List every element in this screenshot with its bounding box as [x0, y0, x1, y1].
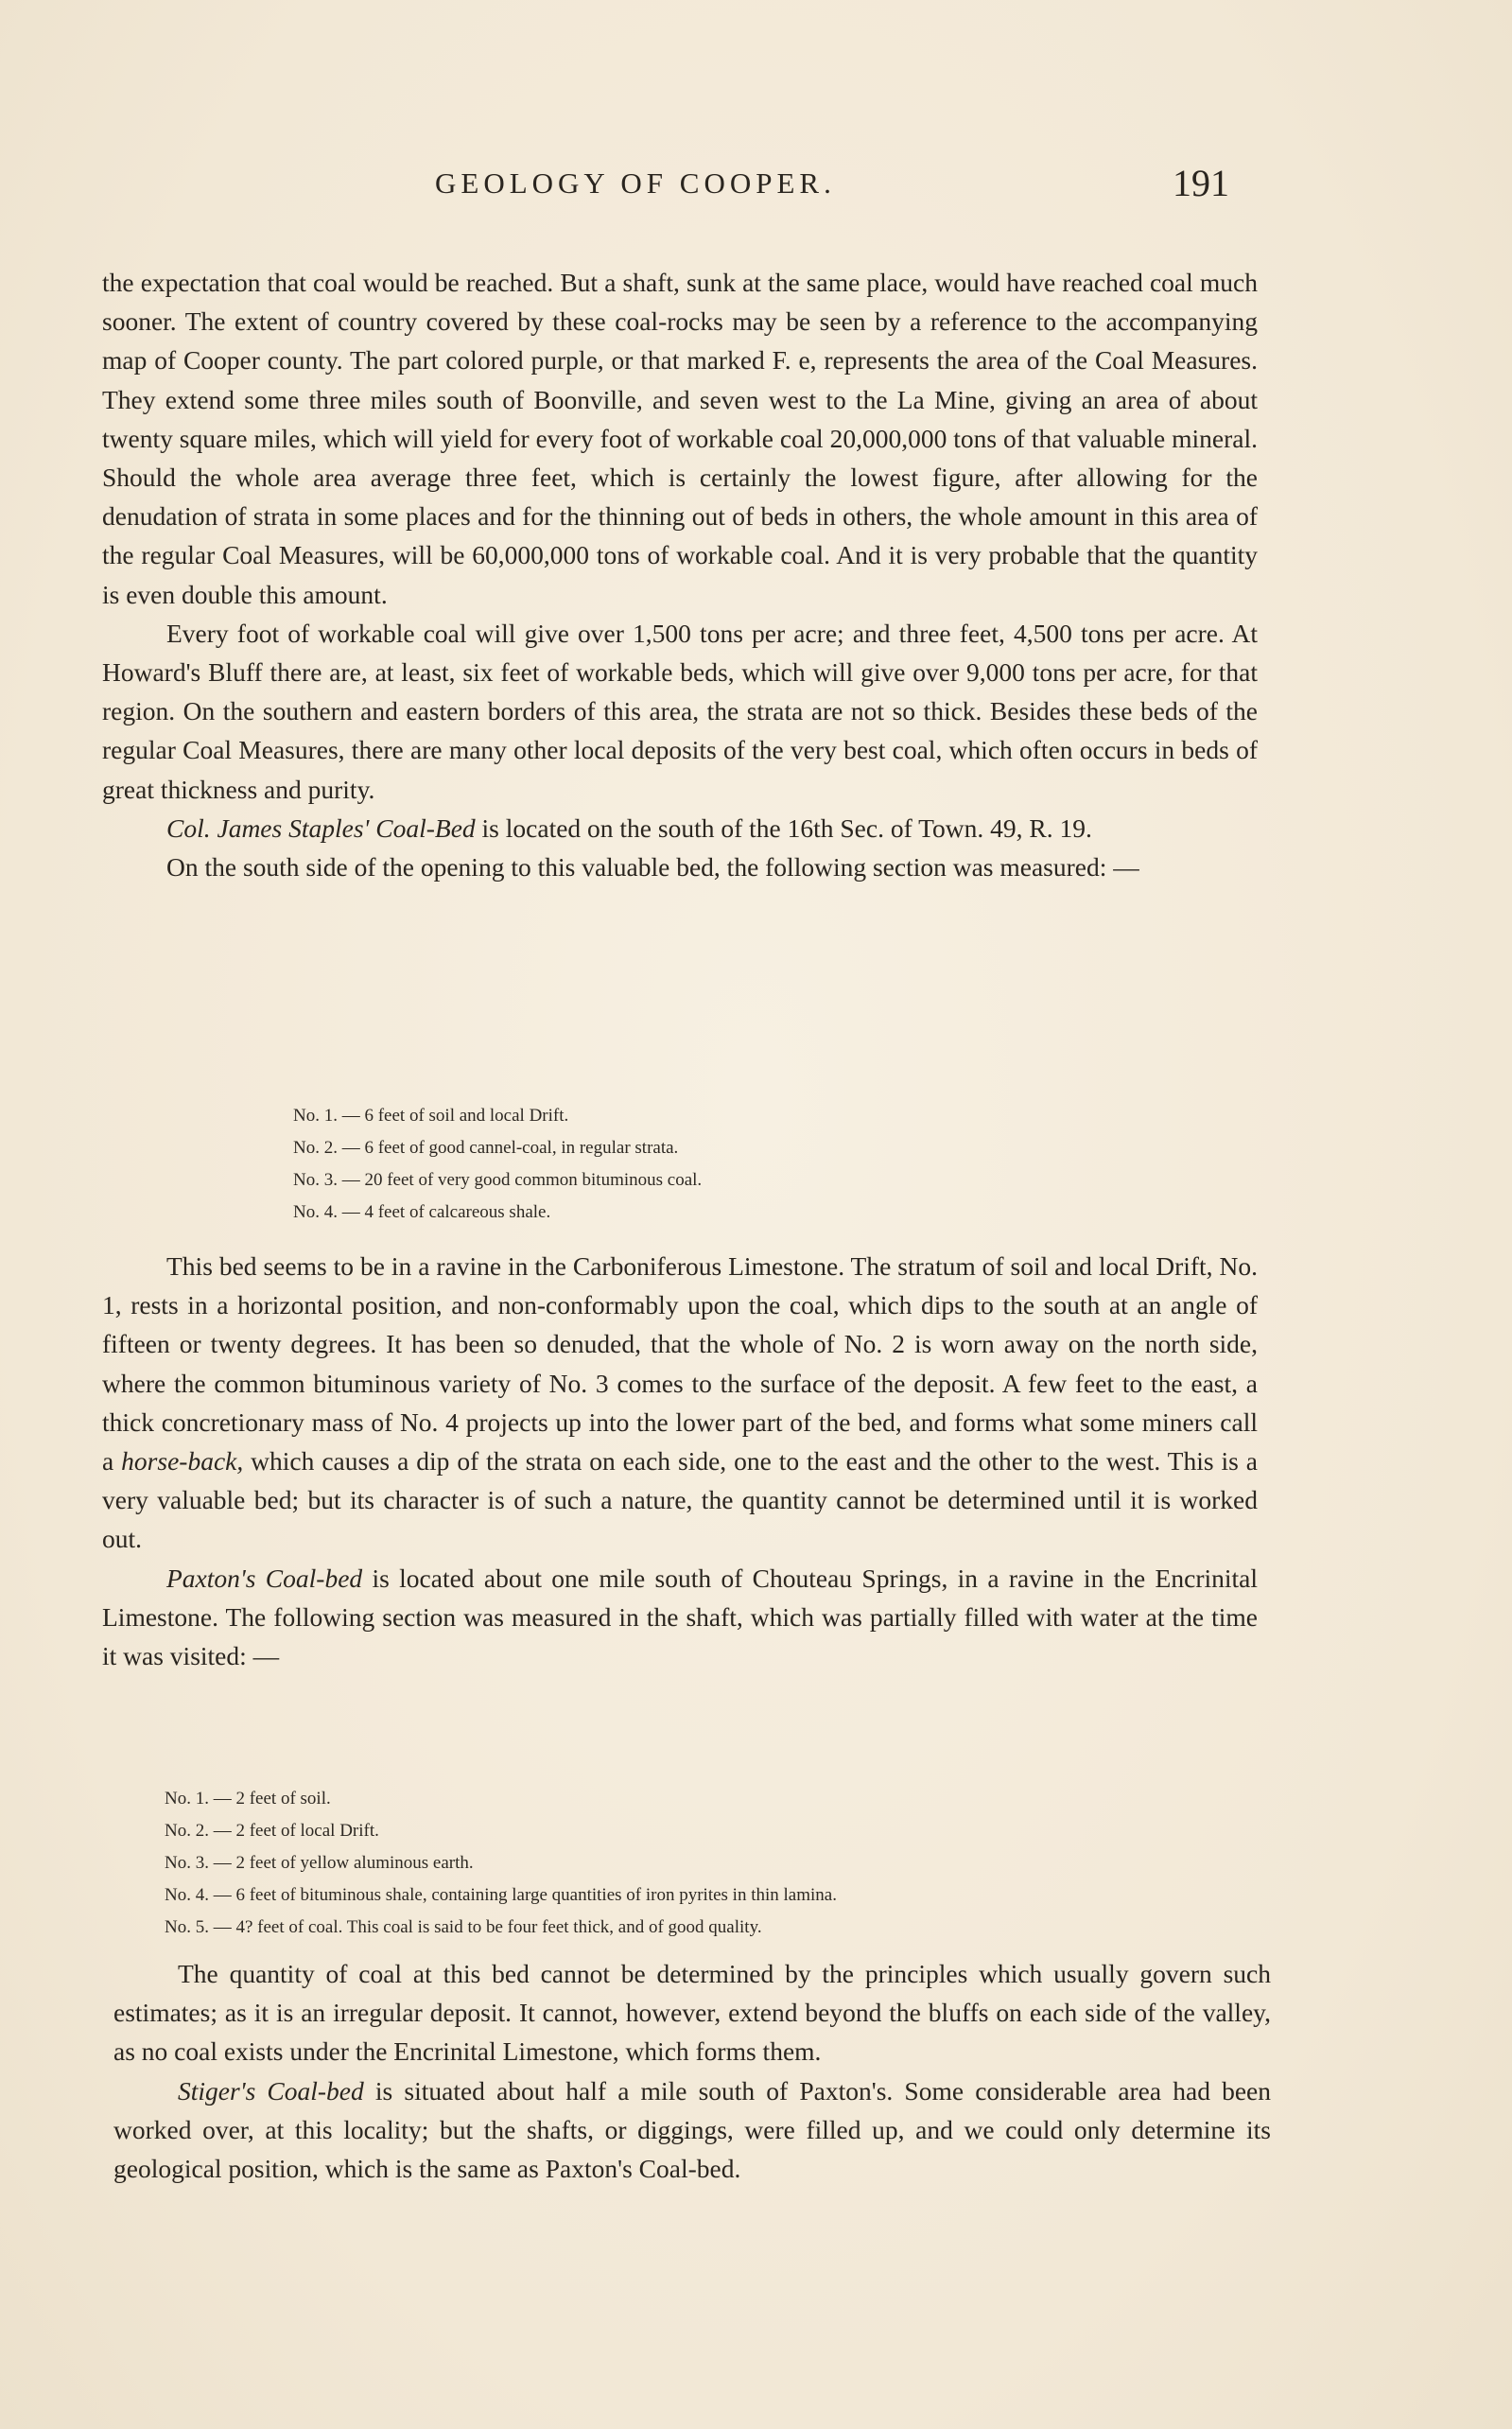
paragraph-section-intro: On the south side of the opening to this valuable bed, the following section was measured: — [166, 852, 1139, 882]
horse-back-term: horse-back, [121, 1446, 244, 1477]
bed-description-text-a: This bed seems to be in a ravine in the Carboniferous Limestone. The stratum of soil and local Drift, No. 1, rests in a horizontal position, and non-conformably upon the coal, which dips to the south at an angle of fifteen or twenty degrees. It has been so denuded, that the whole of No. 2 is worn away on the north side, where the common bituminous variety of No. 3 comes to the surface of the deposit. A few feet to the east, a thick concretionary mass of No. 4 projects up into the lower part of the bed, and forms what some miners call a [102, 1251, 1258, 1477]
section-list-staples [293, 1100, 702, 1229]
section-list-paxton [165, 1783, 837, 1944]
section-item: No. 2. — 6 feet of good cannel-coal, in regular strata. [293, 1138, 679, 1158]
paragraph-stiger-coal-bed [113, 2071, 1271, 2189]
staples-coal-bed-title: Col. James Staples' Coal-Bed [166, 813, 476, 843]
paragraph-bed-description [102, 1247, 1258, 1559]
paragraph-coal-area: the expectation that coal would be reached. But a shaft, sunk at the same place, would have reached coal much sooner. The extent of country covered by these coal-rocks may be seen by a reference to the accompanying map of Cooper county. The part colored purple, or that marked F. e, represents the area of the Coal Measures. They extend some three miles south of Boonville, and seven west to the La Mine, giving an area of about twenty square miles, which will yield for every foot of workable coal 20,000,000 tons of that valuable mineral. Should the whole area average three feet, which is certainly the lowest figure, after allowing for the denudation of strata in some places and for the thinning out of beds in others, the whole amount in this area of the regular Coal Measures, will be 60,000,000 tons of workable coal. And it is very probable that the quantity is even double this amount. [102, 268, 1258, 609]
section-item: No. 1. — 2 feet of soil. [165, 1789, 331, 1809]
stiger-coal-bed-title: Stiger's Coal-bed [178, 2075, 364, 2106]
running-head: GEOLOGY OF COOPER. [435, 166, 836, 200]
staples-location-text: is located on the south of the 16th Sec. of Town. 49, R. 19. [475, 813, 1092, 843]
section-item: No. 5. — 4? feet of coal. This coal is said to be four feet thick, and of good quality. [165, 1917, 762, 1937]
section-item: No. 3. — 20 feet of very good common bituminous coal. [293, 1170, 703, 1190]
section-item: No. 2. — 2 feet of local Drift. [165, 1821, 379, 1841]
section-item: No. 4. — 4 feet of calcareous shale. [293, 1202, 551, 1222]
page-number: 191 [1173, 162, 1229, 204]
paragraph-quantity-estimate: The quantity of coal at this bed cannot be determined by the principles which usually govern such estimates; as it is an irregular deposit. It cannot, however, extend beyond the bluffs on each side of the valley, as no coal exists under the Encrinital Limestone, which forms them. [113, 1959, 1271, 2067]
paragraph-paxton-coal-bed [102, 1559, 1258, 1676]
paxton-coal-bed-title: Paxton's Coal-bed [166, 1563, 363, 1593]
section-item: No. 4. — 6 feet of bituminous shale, containing large quantities of iron pyrites in thin lamina. [165, 1885, 837, 1905]
paragraph-staples-coal-bed [102, 809, 1258, 848]
paxton-location-text: is located about one mile south of Chouteau Springs, in a ravine in the Encrinital Limestone. The following section was measured in the shaft, which was partially filled with water at the time it was visited: — [102, 1563, 1258, 1671]
section-item: No. 3. — 2 feet of yellow aluminous earth. [165, 1853, 474, 1873]
section-item: No. 1. — 6 feet of soil and local Drift. [293, 1106, 569, 1126]
text-block-middle [102, 1247, 1258, 1675]
stiger-location-text: is situated about half a mile south of Paxton's. Some considerable area had been worked over, at this locality; but the shafts, or diggings, were filled up, and we could only determine its geological position, which is the same as Paxton's Coal-bed. [113, 2075, 1271, 2184]
paragraph-tons-per-acre: Every foot of workable coal will give over 1,500 tons per acre; and three feet, 4,500 tons per acre. At Howard's Bluff there are, at least, six feet of workable beds, which will give over 9,000 tons per acre, for that region. On the southern and eastern borders of this area, the strata are not so thick. Besides these beds of the regular Coal Measures, there are many other local deposits of the very best coal, which often occurs in beds of great thickness and purity. [102, 618, 1258, 804]
text-block-lower [113, 1954, 1271, 2188]
text-block-upper [102, 263, 1258, 886]
bed-description-text-b: which causes a dip of the strata on each side, one to the east and the other to the west. This is a very valuable bed; but its character is of such a nature, the quantity cannot be determined until it is worked out. [102, 1446, 1258, 1554]
